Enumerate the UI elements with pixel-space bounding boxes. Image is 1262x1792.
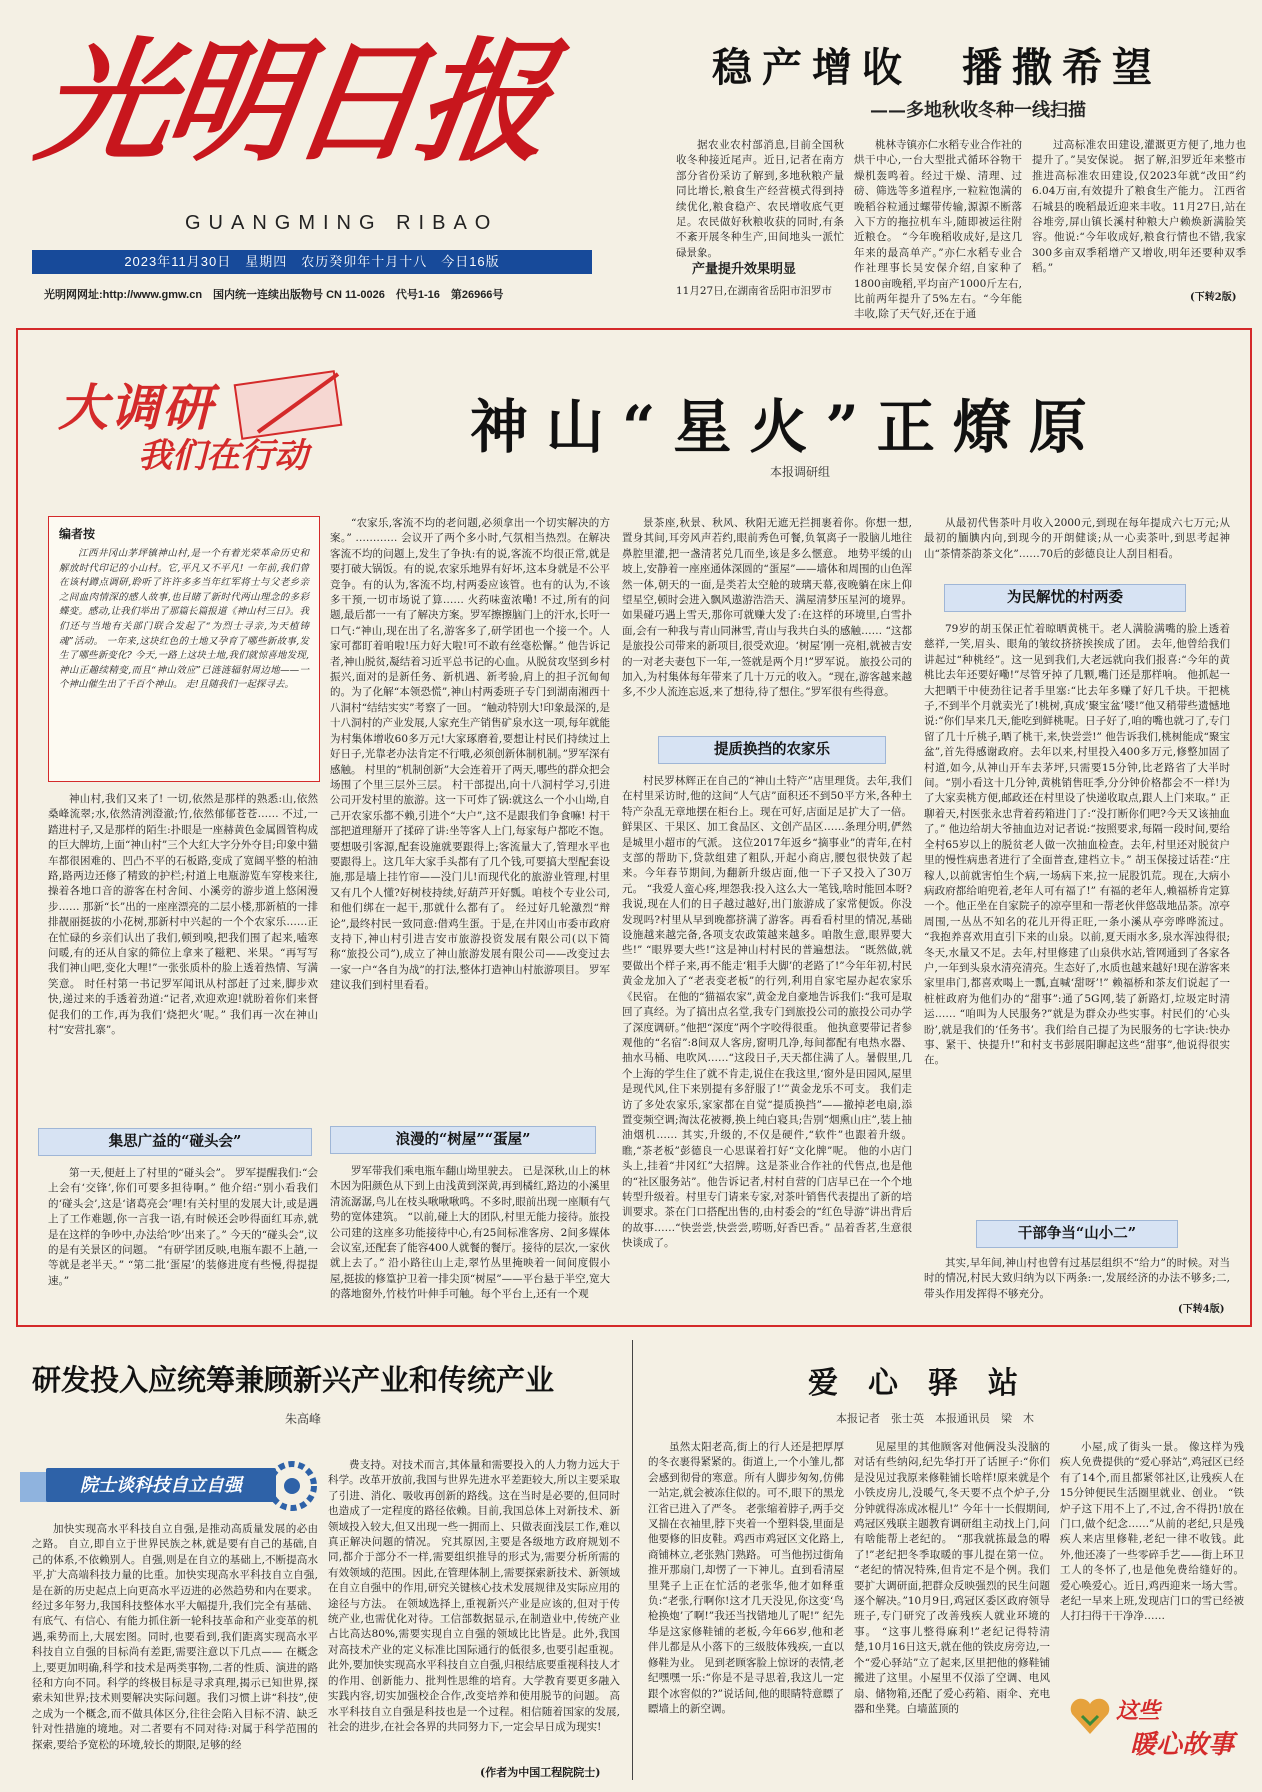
feature-banner: [58, 370, 358, 480]
research-signature: (作者为中国工程院院士): [480, 1766, 601, 1779]
top-story-subsection: 产量提升效果明显: [692, 262, 797, 277]
feature-col1-after: 第一天,便赶上了村里的“碰头会”。 罗军提醒我们:“会上会有‘交锋’,你们可要多担待啊。” 他介绍:“别小看我们的‘碰头会’,这是‘诸葛亮会’哩!有关村里的发展大计,或是遇上了工作难题,你一言我一语,有时候还会吵得面红耳赤,就是在这样的争吵中,办法给‘吵’出来了。” 今天的“碰头会”,议的是有关景区的问题。 “有研学团反映,电瓶车跟不上趟,一等就是老半天。” “第二批‘蛋屋’的装修进度有些慢,得提提速。”: [48, 1167, 318, 1287]
feature-col3-text: 景茶座,秋景、秋风、秋阳无遮无拦拥裹着你。你想一想,置身其间,耳旁风声若约,眼前秀色可餐,负氧离子一股脑儿地往鼻腔里灌,把一盏清茗兑几而坐,该是多么惬意。 地势平缓的山坡上,安静着一座座通体深圆的“蛋屋”——墙体和周围的山色浑然一体,朝天的一面,是类若太空舱的玻璃天幕,夜晚躺在床上仰望星空,顿时会进入飘风遨游浩浩天、满屋清梦压星河的境界。如果碰巧遇上雪天,那你可就赚大发了:在这样的环境里,白雪扑面,会有一种我与青山同淋雪,青山与我共白头的感触…… “这都是旅投公司带来的新项目,很受欢迎。‘树屋’刚一亮相,就被吉安的一对老夫妻包下一年,一签就是两个月!”罗军说。 旅投公司的加入,为村集体每年带来了几十万元的收入。“现在,游客越来越多,不少人流连忘返,来了想待,待了想住。”罗军很有些得意。: [622, 517, 912, 699]
top-subhead: ——多地秋收冬种一线扫描: [870, 100, 1086, 121]
feature-continue: (下转4版): [1178, 1304, 1225, 1315]
section-header-treehouse: 浪漫的“树屋”“蛋屋”: [330, 1126, 596, 1154]
station-col3: 小屋,成了街头一景。 像这样为残疾人免费提供的“爱心驿站”,鸡冠区已经有了14个,而且都紧邻社区,让残疾人在15分钟便民生活圈里就业、创业。 “铁炉子这下用不上了,不过,舍不得扔!放在门口,做个纪念……”从前的老纪,只是残疾人来店里修鞋,老纪一律不收钱。此外,他还凑了一些零碎手艺——街上环卫工人的冬怀了,也是他免费给缝好的。 爱心唤爱心。近日,鸡西迎来一场大雪。老纪一早来上班,发现店门口的雪已经被人打扫得干干净净……: [1060, 1441, 1244, 1623]
section-header-farmstay: 提质换挡的农家乐: [658, 736, 886, 764]
feature-col2-after: 罗军带我们乘电瓶车翻山坳里驶去。 已是深秋,山上的林木因为阳颜色从下到上由浅黄到深黄,再到橘红,路边的小溪里清流潺潺,鸟儿在枝头啾啾啾鸣。不多时,眼前出现一座顺有气势的宽体建筑。 “以前,碰上大的团队,村里无能力接待。旅投公司建的这座多功能接待中心,有25间标准客房、2间多媒体会议室,还配套了能容400人就餐的餐厅。接待的层次,一家伙就上去了。” 沿小路往山上走,翠竹丛里掩映着一间间度假小屋,挺拔的修篁护卫着一排尖顶“树屋”——平台悬于半空,宽大的落地窗外,竹枝竹叶伸手可触。每个平台上,还有一个观: [330, 1165, 610, 1301]
station-col1: 虽然太阳老高,街上的行人还是把厚厚的冬衣裹得紧紧的。街道上,一个小雏儿,都会感到彻骨的寒意。所有人脚步匆匆,仿佛一站定,就会被冻住似的。可不,眼下的黑龙江省已进入了严冬。 老张缩着脖子,两手交叉揣在衣袖里,脖下夹着一个塑料袋,里面是他要修的旧皮鞋。鸡西市鸡冠区文化路上,商铺林立,老张熟门熟路。 可当他拐过街角推开那扇门,却愣了一下神儿。直到看清屋里凳子上正在忙活的老张华,他才如释重负:“老张,行啊你!这才几天没见,你这变‘鸟枪换炮’了啊!”我还当找错地儿了呢!” 纪先华是这家修鞋铺的老板,今年66岁,他和老伴儿都是从小落下的三级肢体残疾,一直以修鞋为业。 见到老顾客脸上惊讶的表情,老纪嘿嘿一乐:“你是不是寻思着,我这儿一定跟个冰窖似的?”说话间,他的眼睛特意瞟了瞟墙上的新空调。: [648, 1441, 844, 1715]
section-header-cadres: 干部争当“山小二”: [976, 1220, 1178, 1248]
feature-col2-text: “农家乐,客流不均的老问题,必须拿出一个切实解决的方案。” ………… 会议开了两个多小时,气氛相当热烈。在解决客流不均的问题上,发生了争执:有的说,客流不均很正常,就是要打破大锅饭。有的说,农家乐地界有好坏,这本身就是不公平竞争。有的认为,客流不均,村两委应该管。也有的认为,不该多干预,一切市场说了算…… 火药味蛮浓嘞! 不过,所有的问题,最后都一一有了解决方案。罗军擦擦脑门上的汗水,长吁一口气:“神山,现在出了名,游客多了,研学团也一个接一个。人家可都盯着咱啦!压力好大啦!可不敢有丝毫松懈。” 他告诉记者,神山脱贫,凝结着习近平总书记的心血。从脱贫攻坚到乡村振兴,面对的是新任务、新机遇、新考验,肩上的担子沉甸甸的。为了化解“本领恐慌”,神山村两委班子专门到湖南湘西十八洞村“结结实实”考察了一回。 “触动特别大!印象最深的,是十八洞村的产业发展,人家充生产销售矿泉水这一项,每年就能为村集体增收60多万元!大家琢磨着,要想让村民们持续过上好日子,光靠老办法肯定不行哦,必须创新体制机制。”罗军深有感触。 村里的“机制创新”大会连着开了两天,哪些的群众把会场围了个里三层外三层。 村干部提出,向十八洞村学习,引进公司开发村里的旅游。这一下可炸了锅:就这么一个小山坳,自己开农家乐都不赖,引进个“大户”,这不是跟我们争食嘛! 村干部把道理掰开了揉碎了讲:坐等客人上门,每家每户都吃不饱。要想吸引客源,配套设施就要跟得上;客流量大了,管理水平也要跟得上。这几年大家手头都有了几个钱,可要搞大型配套设施,那是墙上挂竹帘——没门儿!而现代化的旅游业管理,村里又有几个人懂?好树枝持续,好葫芦开好瓢。咱枝个专业公司,和他们绑在一起干,那就什么都有了。 经过好几轮激烈“辩论”,最终村民一致同意:借鸡生蛋。于是,在井冈山市委市政府支持下,神山村引进吉安市旅游投资发展有限公司(以下简称“旅投公司”),成立了神山旅游发展有限公司——改变过去一家一户“各自为战”的打法,整体打造神山村旅游项目。 罗军建议我们到村里看看。: [330, 517, 610, 992]
editor-note-body: 江西井冈山茅坪镇神山村,是一个有着光荣革命历史和解放时代印记的小山村。它,平凡又不平凡! 一年前,我们曾在该村蹲点调研,聆听了许许多多当年红军将士与父老乡亲之间血肉情深的感人故事,也目睹了新时代两山理念的多彩蝶变。感动,让我们举出了那篇长篇报道《神山村三日》。我们还与当地有关部门联合发起了“为烈士寻亲,为天植铸魂”活动。 一年来,这块红色的土地又孕育了哪些新故事,发生了哪些新变化? 今天,一路上这块土地,我们就惊喜地发现,神山正趣续精变,而且“神山效应”已涟涟辐射周边地——一个神山催生出了千百个神山。 走!且随我们一起探寻去。: [59, 548, 309, 691]
warm-stories-logo: [1068, 1690, 1243, 1770]
feature-col1-intro: 神山村,我们又来了! 一切,依然是那样的熟悉:山,依然桑峰流翠;水,依然清洌澄澈;竹,依然郁郁苍苍…… 不过,一踏进村子,又是那样的陌生:扑眼是一座赫黄色金属圆管构成的巨大牌坊,上面“神山村”三个大红大字分外夺目;印象中猫车都很困难的、凹凸不平的石板路,变成了宽阔平整的柏油路,路两边还修了精致的护栏;村道上电瓶游览车穿梭来往,操着各地口音的游客在村舍间、小溪旁的游步道上悠闲漫步…… 那新“长”出的一座座漂亮的二层小楼,那新植的一排排靓丽挺拔的小花树,那新村中兴起的一个个农家乐……正在忙碌的乡亲们认出了我们,顿到嗅,把我们围了起来,嗑寒问暖,有的还从自家的筛位上拿来了糍粑、米果。“再写写我们神山吧,变化大哩!”一张张质朴的脸上透着热情、写满笑意。 时任村第一书记罗军闻讯从村部赶了过来,脚步欢快,递过来的手透着劲道:“记者,欢迎欢迎!就盼着你们来督促我们的工作,再为我们‘烧把火’呢。” 我们再一次在神山村“安营扎寨”。: [48, 793, 318, 1037]
section-header-meeting: 集思广益的“碰头会”: [38, 1128, 312, 1156]
top-story-col3: 过高标准农田建设,灌溉更方便了,地力也提升了。”吴安保说。 据了解,汨罗近年来整市推进高标准农田建设,仅2023年就“改田”约6.04万亩,有效提升了粮食生产能力。 江西省石城县的晚稻最近迎来丰收。11月27日,站在谷堆旁,屏山镇长溪村种粮大户赖焕新满脸笑容。他说:“今年收成好,粮食行情也不错,我家300多亩双季稻增产又增收,明年还要种双季稻。”: [1032, 139, 1246, 275]
research-author: 朱高峰: [285, 1412, 322, 1426]
feature-col4-text: 从最初代售茶叶月收入2000元,到现在每年提成六七万元;从最初的腼腆内向,到现今的开朗健谈;从一心卖茶叶,到思考起神山“茶情茶韵茶文化”……70后的彭德良让人刮目相看。: [924, 517, 1230, 560]
research-col2: 费支持。对技术而言,其体量和需要投入的人力物力远大于科学。改革开放前,我国与世界先进水平差距较大,所以主要采取了引进、消化、吸收再创新的路线。这在当时是必要的,但同时也造成了一定程度的路径依赖。目前,我国总体上对新技术、新领域投入较大,但又出现一些一拥而上、只做表面浅层工作,难以真正解决问题的情况。 究其原因,主要是各级地方政府规划不同,都介于部分不一样,需要组织推导的形式为,需要分析所需的有效领域的范围。因此,在管理体制上,需要探索新技术、新领域在自立自强中的作用,研究关键核心技术发展规律及实际应用的途径与方法。 在领域选择上,重视新兴产业是应该的,但对于传统产业,也需优化对待。工信部数据显示,在制造业中,传统产业占比高达80%,需要实现自立自强的领域比比皆是。此外,我国对高技术产业的定义标准比国际通行的低很多,也要引起重视。 此外,要加快实现高水平科技自立自强,归根结底要重视科技人才的作用、创新能力、批判性思维的培育。大学教育要更多融入实践内容,切实加强校企合作,改变培养和使用脱节的问题。 高水平科技自立自强是科技也是一个过程。相信随着国家的发展,社会的进步,在社会各界的共同努力下,一定会早日成为现实!: [328, 1459, 620, 1733]
station-headline: 爱心驿站: [808, 1366, 1048, 1401]
masthead-pinyin: GUANGMING RIBAO: [185, 212, 499, 234]
editor-note-box: [48, 516, 320, 782]
research-col1: 加快实现高水平科技自立自强,是推动高质量发展的必由之路。 自立,即自立于世界民族之林,就是要有自己的基础,自己的体系,不依赖别人。自强,则是在自立的基础上,不断提高水平,扩大高端科技力量的比重。加快实现高水平科技自立自强,是在新的历史起点上向更高水平迈进的必然趋势和内在要求。 经过多年努力,我国科技整体水平大幅提升,我们完全有基础、有底气、有信心、有能力抓住新一轮科技革命和产业变革的机遇,乘势而上,大展宏图。同时,也要看到,我们距离实现高水平科技自立自强的目标尚有差距,需要注意以下几点—— 在概念上,要更加明确,科学和技术是两类事物,二者的性质、演进的路径和方向不同。科学的终极目标是寻求真理,揭示已知世界,探索未知世界;技术则要解决实际问题。我们习惯上讲“科技”,使之成为一个概念,而不做具体区分,往往会陷入目标不清、缺乏针对性措施的境地。对二者要有不同对待:对属于科学范围的探索,要给予宽松的环境,较长的期限,足够的经: [32, 1523, 318, 1751]
date-bar: 2023年11月30日 星期四 农历癸卯年十月十八 今日16版: [32, 250, 592, 274]
warm-logo-top: 这些: [1116, 1698, 1161, 1723]
top-story-col2: 桃林寺镇亦仁水稻专业合作社的烘干中心,一台大型批式循环谷物干燥机轰鸣着。经过干燥、清理、过磅、筛选等多道程序,一粒粒饱满的晚稻谷粒通过螺带传输,源源不断落入下方的拖拉机车斗,随即被运往附近粮仓。 “今年晚稻收成好,是这几年来的最高单产。”亦仁水稻专业合作社理事长吴安保介绍,自家种了1800亩晚稻,平均亩产1000斤左右,比前两年提升了5%左右。“今年能丰收,除了天气好,还在于通: [854, 139, 1022, 321]
masthead-logo: [29, 25, 555, 180]
feature-col3-after: 村民罗林辉正在自己的“神山土特产”店里理货。去年,我们在村里采访时,他的这间“人气店”面积还不到50平方米,各种土特产杂乱无章地摆在柜台上。现在可好,店面足足扩大了一倍。鲜果区、干果区、加工食品区、文创产品区……条理分明,俨然是城里小超市的气派。 这位2017年返乡“摘事业”的青年,在村支部的帮助下,贷款组建了粗队,开起小商店,腰包很快鼓了起来。今年春节期间,为翻新升级店面,他一下子又投入了30万元。 “我爱人蛮心疼,埋怨我:投入这么大一笔钱,啥时能回本呀?我说,现在人们的日子越过越好,出门旅游成了家常便饭。你没发现吗?村里从早到晚都挤满了游客。再看看村里的情况,基础设施越来越完备,各项支农政策越来越多。咱散生意,眼界要大些!” “眼界要大些!”这是神山村村民的普遍想法。 “既然做,就要做出个样子来,再不能走‘粗手大脚’的老路了!”今年年初,村民黄金龙加入了“老表变老板”的行列,利用自家宅屋办起农家乐《民宿。 在他的“猫福农家”,黄金龙自豪地告诉我们:“我可是取回了真经。为了搞出点名堂,我专门到旅投公司的旅投公司办学了深度调研。”他把“深度”两个字咬得很重。 他执意要带记者参观他的“名宿”:8间双人客房,窗明几净,每间都配有电热水器、抽水马桶、电吹风……“这段日子,天天都住满了人。暑假里,几个上海的学生住了就不肯走,说住在我这里,‘窗外是田园风,屋里是现代风,住下来别提有多舒服了!’”黄金龙乐不可支。 我们走访了多处农家乐,家家都在自觉“提质换挡”——撤掉老电扇,添置变频空调;淘汰花被褥,换上纯白寝具;告别“烟熏山庄”,装上抽油烟机…… 其实,升级的,不仅是硬件,“软件”也跟着升级。瞧,“茶老板”彭德良一心思谋着打好“文化牌”呢。 他的小店门头上,挂着“井冈红”大招牌。这是茶业合作社的代售点,也是他的“社区服务站”。他告诉记者,村村自营的门店早已在一个个地转型升级着。村里专门请来专家,对茶叶销售代表提出了新的培训要求。茶在门口搭配出售的,由村委会的“红色导游”讲出背后的故事……“快尝尝,快尝尝,唠呖,好香巴香。” 品着香茗,生意很快谈成了。: [622, 775, 912, 1250]
section-header-committee: 为民解忧的村两委: [944, 584, 1186, 612]
column-divider: [632, 1340, 633, 1780]
station-col2: 见屋里的其他顾客对他俩没头没脑的对话有些纳闷,纪先华打开了话匣子:“你们是没见过我原来修鞋铺长啥样!原来就是个小铁皮房儿,没暖气,冬天要不点个炉子,分分钟就得冻成冰棍儿!” 今年十一长假期间,鸡冠区残联主题教育调研组主动找上门,问有啥能帮上老纪的。 “那我就拣最急的嘚了!”老纪把冬季取暖的事儿提在第一位。 “老纪的情况特殊,但肯定不是个例。我们要扩大调研面,把群众反映强烈的民生问题逐个解决。”10月9日,鸡冠区委区政府领导班子,专门研究了改善残疾人就业环境的事。 “这事儿整得麻利!”老纪记得特清楚,10月16日这天,就在他的铁皮房旁边,一个“爱心驿站”立了起来,区里把他的修鞋铺搬进了这里。小屋里不仅添了空调、电风扇、储物箱,还配了爱心药箱、雨伞、充电器和坐凳。白墙蓝顶的: [854, 1441, 1050, 1715]
banner-subtitle: 我们在行动: [138, 437, 308, 475]
logo-text: 光明日报: [29, 25, 555, 180]
feature-title: 神山“星火”正燎原: [470, 393, 1105, 461]
top-story-continue: (下转2版): [1190, 292, 1237, 303]
feature-col4-after: 79岁的胡玉保正忙着晾晒黄桃干。老人满脸满嘴的脸上透着慈祥,一笑,眉头、眼角的皱纹挤挤挨挨成了团。 去年,他曾给我们讲起过“种桃经”。这一见到我们,大老远就向我们报喜:“今年的黄桃比去年还要好嘞!”尽管牙掉了几颗,嘴门还是那样响。 他抓起一大把晒干中使劲往记者手里塞:“比去年多赚了好几千块。干把桃子,不到半个月就卖光了!桃树,真成‘聚宝盆’喽!”他又稍带些遗憾地说:“你们早来几天,能吃到鲜桃呢。日子好了,咱的嘴也就刁了,专门留了几十斤桃子,晒了桃干,来,快尝尝!” 他告诉我们,桃树能成“聚宝盆”,首先得感谢政府。去年以来,村里投入400多万元,修整加固了村道,如今,从神山开车去茅坪,只需要15分钟,比老路省了大半时间。“别小看这十几分钟,黄桃销售旺季,分分钟价格都会不一样!为了大家卖桃方便,邮政还在村里设了快递收取点,跟人上门来取。” 正聊着天,村医张永忠背着药箱进门了:“没打断你们吧?今天又该抽血了。” 他边给胡大爷抽血边对记者说:“按照要求,每隔一段时间,要给全村65岁以上的脱贫老人做一次抽血检查。去年,村里还对脱贫户里的慢性病患者进行了全面普查,建档立卡。” 胡玉保接过话茬:“庄稼人,以前就害怕生个病,一场病下来,拉一屁股饥荒。现在,大病小病政府都给咱兜着,老年人可有福了!” 有福的老年人,赖福桥肯定算一个。他正坐在自家院子的凉亭里和一帮老伙伴悠哉地品茶。凉亭周围,一丛丛不知名的花儿开得正旺,一条小溪从亭旁哗哗流过。 “我抱养喜欢用直引下来的山泉。以前,夏天雨水多,泉水浑浊得很;冬天,水量又不足。去年,村里修建了山泉供水站,管网通到了各家各户,一年到头泉水清亮清亮。生态好了,水质也越来越好!现在游客来家里串门,都喜欢喝上一瓢,直喊‘甜呀’!” 赖福桥和茶友们说起了一桩桩政府为他们办的“甜事”:通了5G网,装了新路灯,垃圾定时清运…… “咱叫为人民服务?”就是为群众办些实事。村民们的‘心头盼’,就是我们的‘任务书’。我们给自己提了为民服务的七字诀:快办事、紧干、快提升!”和村支书彭展阳聊起这些“甜事”,他说得很实在。: [924, 623, 1230, 1067]
feature-byline: 本报调研组: [770, 465, 831, 479]
top-story-col1-tail: 11月27日,在湖南省岳阳市汨罗市: [676, 285, 833, 297]
warm-logo-bottom: 暖心故事: [1130, 1729, 1235, 1759]
pen-scroll-icon: [218, 370, 358, 440]
editor-note-title: 编者按: [59, 527, 96, 541]
top-headline: 稳产增收 播撒希望: [712, 44, 1162, 91]
banner-title: 大调研: [58, 380, 214, 436]
research-headline: 研发投入应统筹兼顾新兴产业和传统产业: [32, 1363, 555, 1397]
publication-info: 光明网网址:http://www.gmw.cn 国内统一连续出版物号 CN 11-0026 代号1-16 第26966号: [44, 289, 504, 301]
academician-banner-label: 院士谈科技自立自强: [46, 1468, 276, 1502]
station-byline: 本报记者 张士英 本报通讯员 梁 木: [836, 1412, 1034, 1425]
top-story-col1: 据农业农村部消息,目前全国秋收冬种接近尾声。近日,记者在南方部分省份采访了解到,多地秋粮产量同比增长,粮食生产经营模式得到持续优化,粮食稳产、农民增收底气更足。农民做好秋粮收获的同时,有条不紊开展冬种生产,田间地头一派忙碌景象。: [676, 139, 844, 259]
academician-banner: [20, 1458, 316, 1514]
heart-icon: [1068, 1694, 1112, 1738]
feature-col4-after2: 其实,早年间,神山村也曾有过基层组织不“给力”的时候。对当时的情况,村民大致归纳为以下两条:一,发展经济的办法不够多;二,带头作用发挥得不够充分。: [924, 1257, 1230, 1300]
